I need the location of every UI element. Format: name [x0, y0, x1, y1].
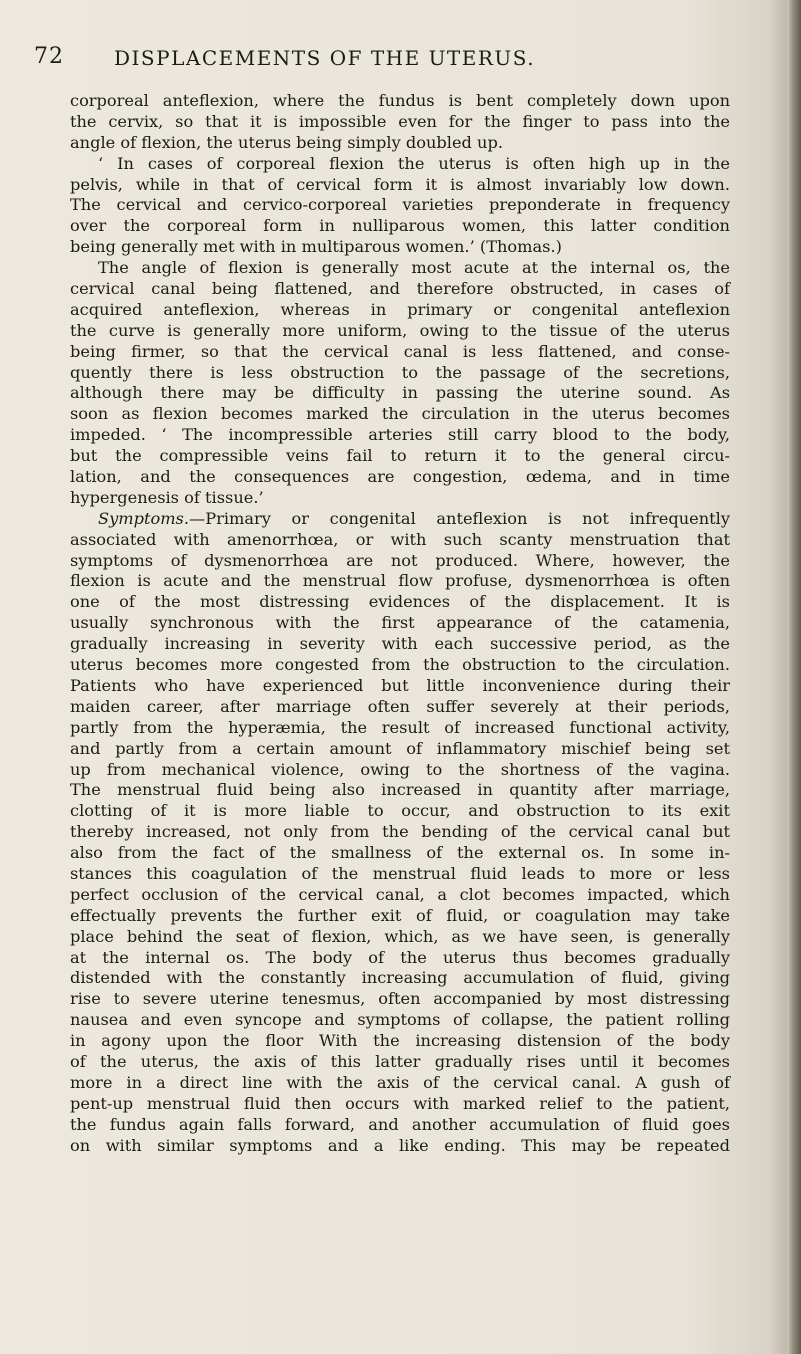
text-line: Patients who have experienced but little inconvenience during their — [70, 675, 730, 695]
text-line: corporeal anteflexion, where the fundus is bent completely down upon — [70, 91, 730, 110]
text-line: partly from the hyperæmia, the result of increased functional activity, — [70, 717, 730, 737]
text-line: up from mechanical violence, owing to the shortness of the vagina. — [70, 759, 730, 779]
text-line: angle of flexion, the uterus being simply doubled up. — [70, 132, 503, 152]
text-line — [70, 509, 730, 530]
section-lead: Symptoms. — [98, 508, 189, 528]
running-head: DISPLACEMENTS OF THE UTERUS. — [114, 46, 536, 70]
text-line: distended with the constantly increasing accumulation of fluid, giving — [70, 968, 730, 988]
text-line: thereby increased, not only from the bending of the cervical canal but — [70, 822, 730, 842]
text-line: but the compressible veins fail to return it to the general circu- — [70, 446, 730, 466]
text-line: of the uterus, the axis of this latter gradually rises until it becomes — [70, 1051, 730, 1071]
text-line: usually synchronous with the first appearance of the catamenia, — [70, 613, 730, 633]
page-number: 72 — [34, 44, 64, 69]
text-line: being generally met with in multiparous women.’ (Thomas.) — [70, 237, 562, 257]
page-edge-shadow — [787, 0, 801, 1354]
text-line: quently there is less obstruction to the passage of the secretions, — [70, 362, 730, 382]
text-line: stances this coagulation of the menstrual fluid leads to more or less — [70, 863, 730, 883]
text-line: cervical canal being flattened, and therefore obstructed, in cases of — [70, 279, 730, 299]
text-line: one of the most distressing evidences of the displacement. It is — [70, 592, 730, 612]
text-line: the cervix, so that it is impossible even for the finger to pass into the — [70, 111, 730, 131]
text-line: The angle of flexion is generally most acute at the internal os, the — [98, 258, 730, 278]
text-line: The cervical and cervico-corporeal varieties preponderate in frequency — [70, 195, 730, 215]
text-line: place behind the seat of flexion, which, as we have seen, is generally — [70, 926, 730, 946]
text-line: being firmer, so that the cervical canal is less flattened, and conse- — [70, 341, 730, 361]
text-line: at the internal os. The body of the uterus thus becomes gradually — [70, 947, 730, 967]
text-line-rest: —Primary or congenital anteflexion is not infrequently — [189, 508, 730, 528]
text-line: acquired anteflexion, whereas in primary or congenital anteflexion — [70, 299, 730, 319]
text-line: lation, and the consequences are congestion, œdema, and in time — [70, 467, 730, 487]
text-line: perfect occlusion of the cervical canal, a clot becomes impacted, which — [70, 884, 730, 904]
text-line: pelvis, while in that of cervical form it is almost invariably low down. — [70, 174, 730, 194]
text-line: in agony upon the floor With the increasing distension of the body — [70, 1031, 730, 1051]
text-line: ‘ In cases of corporeal flexion the uterus is often high up in the — [98, 153, 730, 173]
text-line: flexion is acute and the menstrual flow profuse, dysmenorrhœa is often — [70, 571, 730, 591]
text-line: impeded. ‘ The incompressible arteries still carry blood to the body, — [70, 425, 730, 445]
text-line: The menstrual fluid being also increased in quantity after marriage, — [70, 780, 730, 800]
text-line: nausea and even syncope and symptoms of collapse, the patient rolling — [70, 1010, 730, 1030]
text-line: associated with amenorrhœa, or with such scanty menstruation that — [70, 529, 730, 549]
text-line: uterus becomes more congested from the obstruction to the circulation. — [70, 655, 730, 675]
text-line: soon as flexion becomes marked the circulation in the uterus becomes — [70, 404, 730, 424]
text-line: the curve is generally more uniform, owing to the tissue of the uterus — [70, 320, 730, 340]
text-line: hypergenesis of tissue.’ — [70, 487, 264, 507]
text-line: maiden career, after marriage often suffer severely at their periods, — [70, 696, 730, 716]
text-line: clotting of it is more liable to occur, and obstruction to its exit — [70, 801, 730, 821]
page-header — [34, 44, 734, 84]
body-text — [70, 91, 730, 1156]
text-line: although there may be difficulty in passing the uterine sound. As — [70, 383, 730, 403]
text-line: gradually increasing in severity with each successive period, as the — [70, 634, 730, 654]
text-line: on with similar symptoms and a like ending. This may be repeated — [70, 1135, 730, 1155]
text-line: and partly from a certain amount of inflammatory mischief being set — [70, 738, 730, 758]
text-line: rise to severe uterine tenesmus, often accompanied by most distressing — [70, 989, 730, 1009]
text-line: symptoms of dysmenorrhœa are not produced. Where, however, the — [70, 550, 730, 570]
text-line: pent-up menstrual fluid then occurs with marked relief to the patient, — [70, 1093, 730, 1113]
text-line: the fundus again falls forward, and another accumulation of fluid goes — [70, 1114, 730, 1134]
text-line: over the corporeal form in nulliparous women, this latter condition — [70, 216, 730, 236]
text-line: also from the fact of the smallness of the external os. In some in- — [70, 843, 730, 863]
text-line: effectually prevents the further exit of fluid, or coagulation may take — [70, 905, 730, 925]
text-line: more in a direct line with the axis of the cervical canal. A gush of — [70, 1072, 730, 1092]
